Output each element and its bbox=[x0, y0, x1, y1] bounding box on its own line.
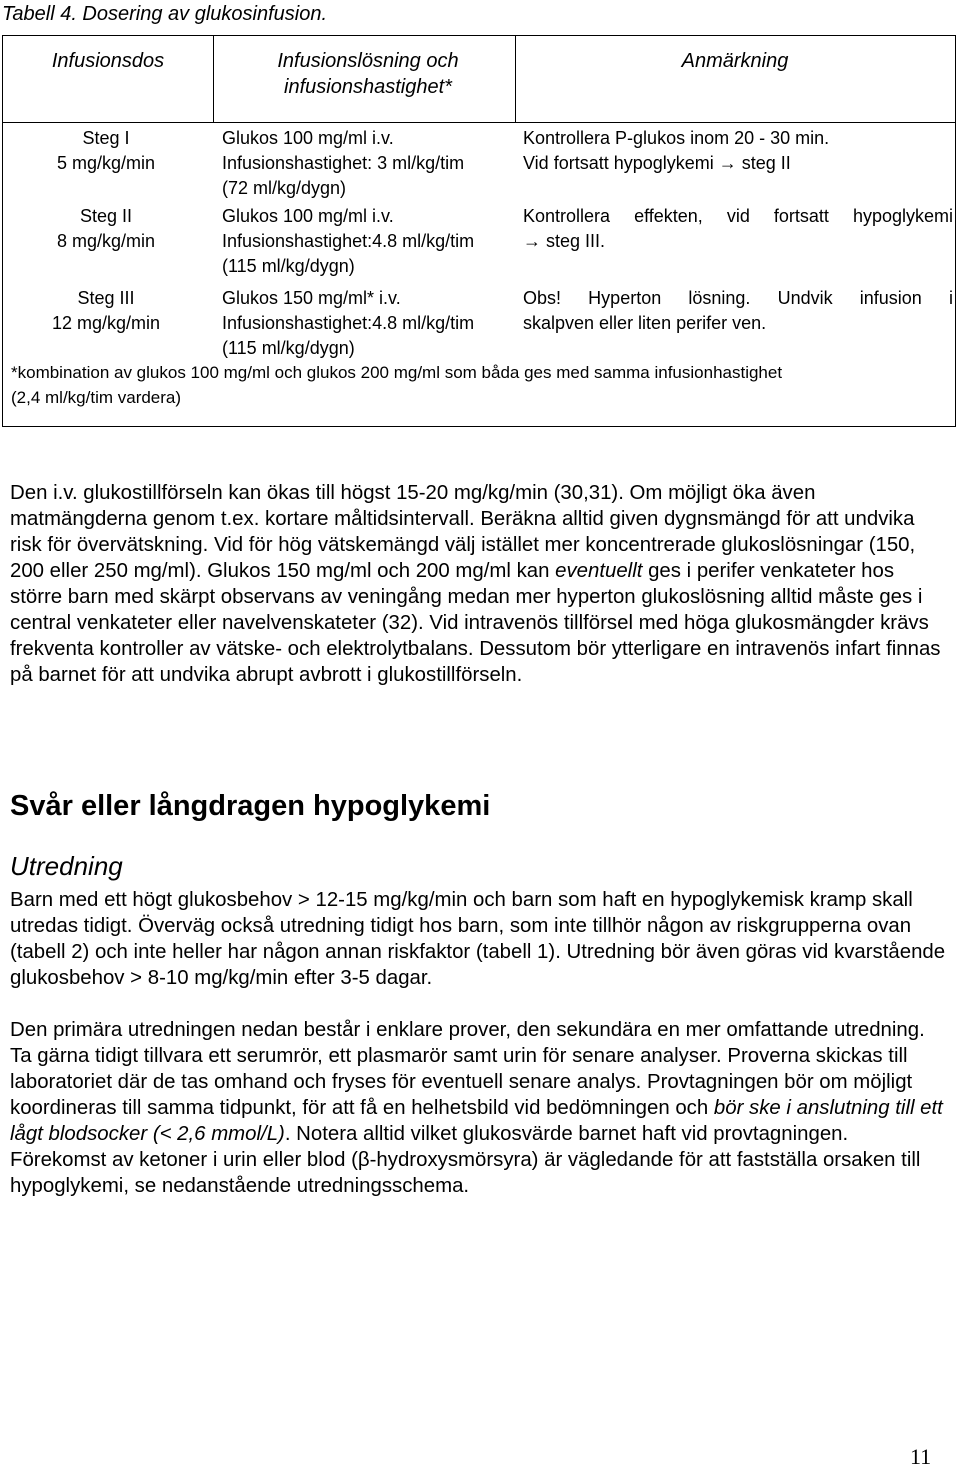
dose-rate: 5 mg/kg/min bbox=[56, 153, 156, 173]
footnote-line: *kombination av glukos 100 mg/ml och glukos 200 mg/ml som båda ges med samma infusionhastighet bbox=[11, 363, 783, 382]
table-row-remark bbox=[523, 126, 953, 176]
header-dose: Infusionsdos bbox=[51, 50, 165, 72]
dose-step: Steg III bbox=[77, 288, 135, 308]
table-footnote bbox=[11, 360, 941, 410]
solution-line: Glukos 150 mg/ml* i.v. bbox=[222, 288, 401, 308]
table-row-solution bbox=[222, 126, 512, 201]
subsection-heading: Utredning bbox=[10, 851, 123, 881]
table-row-dose bbox=[3, 126, 209, 176]
dose-rate: 12 mg/kg/min bbox=[51, 313, 161, 333]
remark-line: Obs! Hyperton lösning. Undvik infusion i bbox=[523, 288, 953, 308]
dose-rate: 8 mg/kg/min bbox=[56, 231, 156, 251]
header-solution: Infusionslösning och infusionshastighet* bbox=[277, 50, 459, 98]
solution-line: Infusionshastighet: 3 ml/kg/tim bbox=[222, 153, 465, 173]
table-row-solution bbox=[222, 286, 512, 361]
solution-line: (72 ml/kg/dygn) bbox=[222, 178, 347, 198]
section-heading: Svår eller långdragen hypoglykemi bbox=[10, 790, 491, 822]
footnote-line: (2,4 ml/kg/tim vardera) bbox=[11, 388, 182, 407]
dosage-table bbox=[2, 35, 956, 427]
solution-line: Glukos 100 mg/ml i.v. bbox=[222, 206, 394, 226]
remark-line: skalpven eller liten perifer ven. bbox=[523, 313, 767, 333]
solution-line: Glukos 100 mg/ml i.v. bbox=[222, 128, 394, 148]
table-row-solution bbox=[222, 204, 512, 279]
paragraph-glucose-infusion: Den i.v. glukostillförseln kan ökas till högst 15-20 mg/kg/min (30,31). Om möjligt öka även matmängderna genom t.ex. kortare måltidsintervall. Beräkna alltid given dygnsmängd för att undvika risk för övervätskning. Vid för hög vätskemängd välj istället mer koncentrerade glukoslösningar (150, 200 eller 250 mg/ml). Glukos 150 mg/ml och 200 mg/ml kan eventuellt ges i perifer venkateter hos större barn med skärpt observans av veningång medan mer hyperton glukoslösning alltid måste ges i central venkateter eller navelvenskateter (32). Vid intravenös tillförsel med höga glukosmängder krävs frekventa kontroller av vätske- och elektrolytbalans. Dessutom bör ytterligare en intravenös infart finnas på barnet för att undvika abrupt avbrott i glukostillförseln. bbox=[10, 482, 941, 686]
solution-line: Infusionshastighet:4.8 ml/kg/tim bbox=[222, 231, 475, 251]
paragraph-investigation: Barn med ett högt glukosbehov > 12-15 mg/kg/min och barn som haft en hypoglykemisk kramp skall utredas tidigt. Överväg också utredning tidigt hos barn, som inte tillhör någon av riskgrupperna ovan (tabell 2) och inte heller har någon annan riskfaktor (tabell 1). Utredning bör även göras vid kvarstående glukosbehov > 8-10 mg/kg/min efter 3-5 dagar. bbox=[10, 889, 946, 989]
solution-line: Infusionshastighet:4.8 ml/kg/tim bbox=[222, 313, 475, 333]
emphasis: eventuellt bbox=[555, 560, 643, 582]
table-row-dose bbox=[3, 204, 209, 254]
dose-step: Steg I bbox=[82, 128, 130, 148]
table-header-row bbox=[3, 36, 955, 123]
emphasis: bör ske i anslutning till ett lågt blodsocker (< 2,6 mmol/L) bbox=[10, 1097, 943, 1145]
dose-step: Steg II bbox=[79, 206, 133, 226]
column-divider bbox=[213, 36, 214, 122]
table-row-remark bbox=[523, 286, 953, 336]
page-number: 11 bbox=[910, 1444, 932, 1469]
remark-line: Vid fortsatt hypoglykemi → steg II bbox=[523, 153, 791, 173]
table-caption: Tabell 4. Dosering av glukosinfusion. bbox=[2, 3, 328, 25]
remark-line: Kontrollera P-glukos inom 20 - 30 min. bbox=[523, 128, 830, 148]
paragraph-primary-investigation: Den primära utredningen nedan består i enklare prover, den sekundära en mer omfattande utredning. Ta gärna tidigt tillvara ett serumrör, ett plasmarör samt urin för senare analyser. Proverna skickas till laboratoriet där de tas omhand och fryses för eventuell senare analys. Provtagningen bör om möjligt koordineras till samma tidpunkt, för att få en helhetsbild vid bedömningen och bör ske i anslutning till ett lågt blodsocker (< 2,6 mmol/L). Notera alltid vilket glukosvärde barnet haft vid provtagningen. Förekomst av ketoner i urin eller blod (β-hydroxysmörsyra) är vägledande för att fastställa orsaken till hypoglykemi, se nedanstående utredningsschema. bbox=[10, 1019, 943, 1197]
table-row-remark bbox=[523, 204, 953, 254]
remark-line: → steg III. bbox=[523, 231, 606, 251]
solution-line: (115 ml/kg/dygn) bbox=[222, 256, 355, 276]
remark-line: Kontrollera effekten, vid fortsatt hypoglykemi bbox=[523, 206, 953, 226]
solution-line: (115 ml/kg/dygn) bbox=[222, 338, 355, 358]
table-row-dose bbox=[3, 286, 209, 336]
header-remark: Anmärkning bbox=[681, 50, 789, 72]
